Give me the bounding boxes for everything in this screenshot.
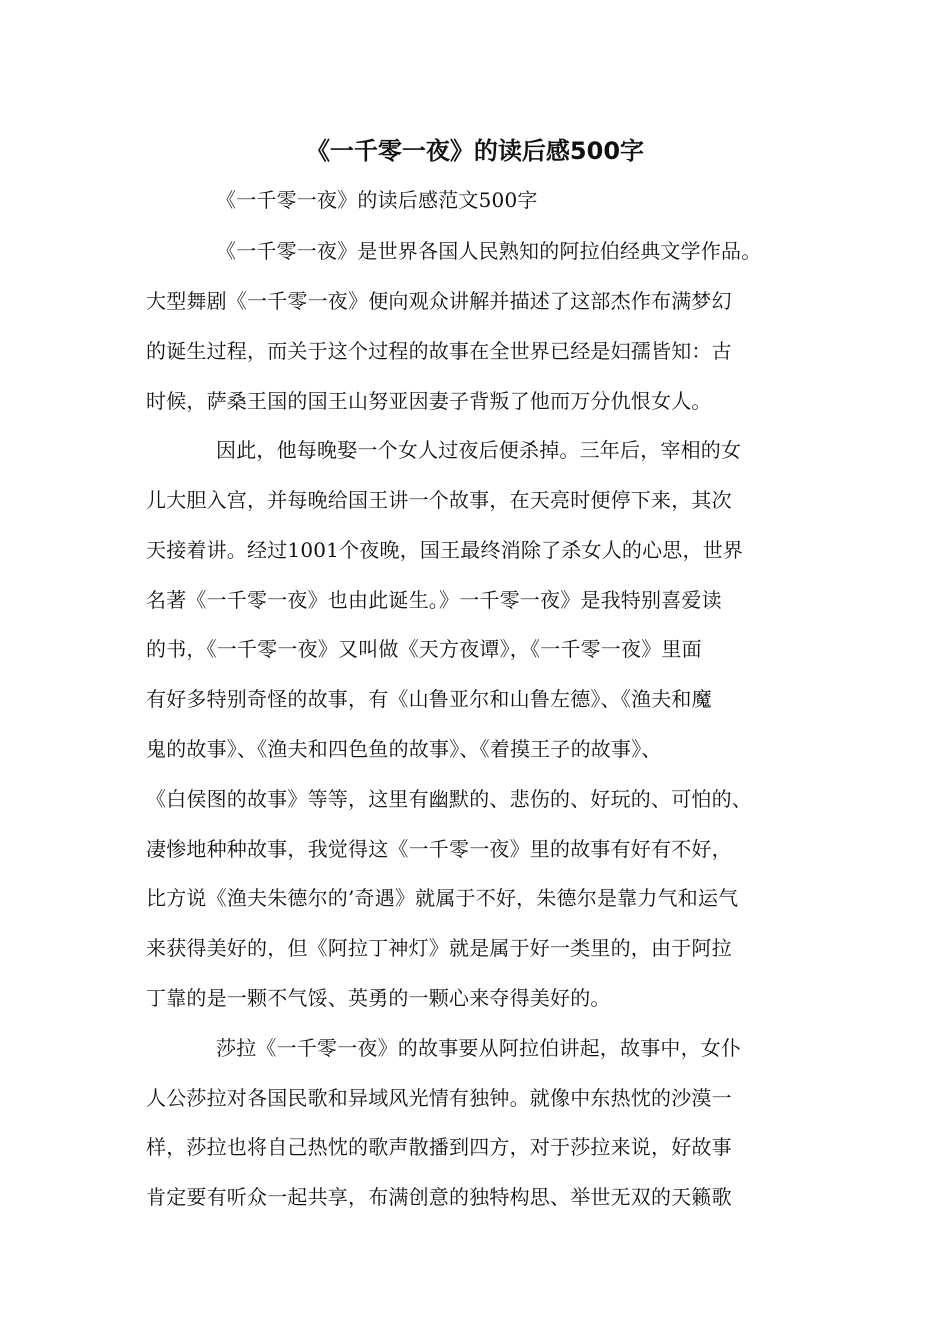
- paragraph-line: 凄惨地种种故事，我觉得这《一千零一夜》里的故事有好有不好，: [146, 837, 732, 861]
- paragraph-line: 时候，萨桑王国的国王山努亚因妻子背叛了他而万分仇恨女人。: [146, 389, 712, 413]
- paragraph-line: 名著《一千零一夜》也由此诞生。》一千零一夜》是我特别喜爱读: [146, 588, 722, 612]
- paragraph-line: 大型舞剧《一千零一夜》便向观众讲解并描述了这部杰作布满梦幻: [146, 289, 732, 313]
- document-subtitle: 《一千零一夜》的读后感范文500字: [216, 188, 538, 212]
- paragraph-line: 来获得美好的，但《阿拉丁神灯》就是属于好一类里的，由于阿拉: [146, 936, 732, 960]
- paragraph-line: 鬼的故事》、《渔夫和四色鱼的故事》、《着摸王子的故事》、: [146, 737, 662, 761]
- paragraph-line: 肯定要有听众一起共享，布满创意的独特构思、举世无双的天籁歌: [146, 1185, 732, 1209]
- paragraph-line: 儿大胆入宫，并每晚给国王讲一个故事，在天亮时便停下来，其次: [146, 488, 732, 512]
- paragraph-line: 比方说《渔夫朱德尔的’奇遇》就属于不好，朱德尔是靠力气和运气: [146, 886, 739, 910]
- paragraph-line: 样，莎拉也将自己热忱的歌声散播到四方，对于莎拉来说，好故事: [146, 1135, 732, 1159]
- paragraph-line: 莎拉《一千零一夜》的故事要从阿拉伯讲起，故事中，女仆: [216, 1036, 742, 1060]
- paragraph-line: 《白侯图的故事》等等，这里有幽默的、悲伤的、好玩的、可怕的、: [146, 787, 752, 811]
- paragraph-line: 人公莎拉对各国民歌和异域风光情有独钟。就像中东热忱的沙漠一: [146, 1086, 732, 1110]
- paragraph-line: 的书，《一千零一夜》又叫做《天方夜谭》，《一千零一夜》里面: [146, 637, 702, 661]
- document-title: 《一千零一夜》的读后感500字: [305, 137, 645, 165]
- paragraph-line: 天接着讲。经过1001个夜晚，国王最终消除了杀女人的心思，世界: [146, 538, 744, 562]
- paragraph-line: 因此，他每晚娶一个女人过夜后便杀掉。三年后，宰相的女: [216, 438, 742, 462]
- paragraph-line: 《一千零一夜》是世界各国人民熟知的阿拉伯经典文学作品。: [216, 239, 762, 263]
- paragraph-line: 丁靠的是一颗不气馁、英勇的一颗心来夺得美好的。: [146, 986, 611, 1010]
- paragraph-line: 的诞生过程，而关于这个过程的故事在全世界已经是妇孺皆知：古: [146, 339, 732, 363]
- paragraph-line: 有好多特别奇怪的故事，有《山鲁亚尔和山鲁左德》、《渔夫和魔: [146, 687, 712, 711]
